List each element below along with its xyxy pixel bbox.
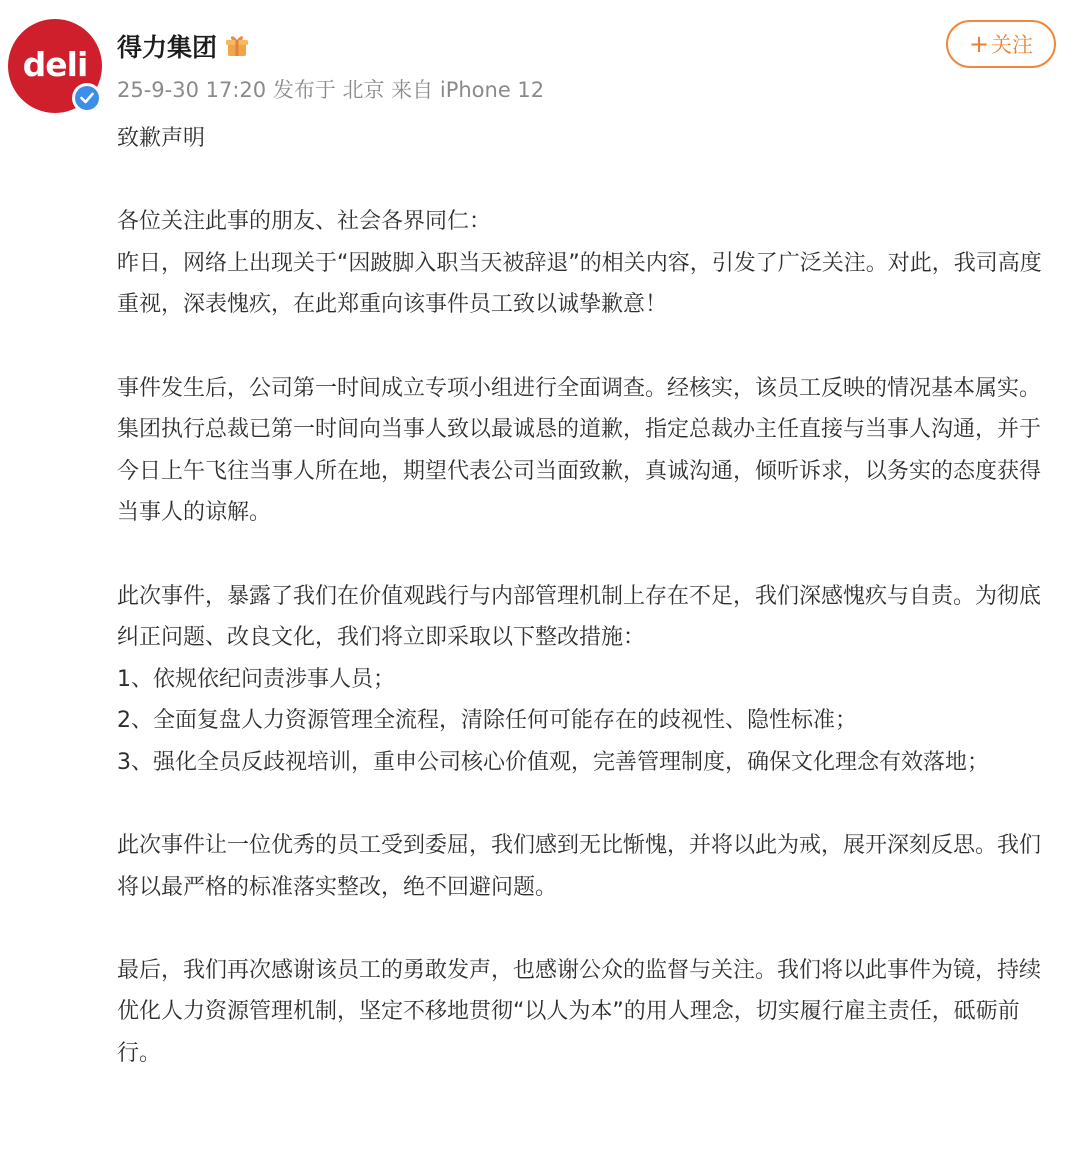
plus-icon: + [968,30,990,58]
follow-button[interactable] [946,20,1056,68]
follow-button-label: 关注 [991,33,1034,57]
measure-item-3: 3、强化全员反歧视培训，重申公司核心价值观，完善管理制度，确保文化理念有效落地； [117,749,990,775]
measure-item-1: 1、依规依纪问责涉事人员； [117,666,395,692]
verified-badge-icon [72,83,102,113]
author-name[interactable]: 得力集团 [117,33,218,62]
post-paragraph-5: 最后，我们再次感谢该员工的勇敢发声，也感谢公众的监督与关注。我们将以此事件为镜，持续优化人力资源管理机制，坚定不移地贯彻“以人为本”的用人理念，切实履行雇主责任，砥砺前行。 [117,957,1042,1067]
deli-logo: deli [22,44,88,84]
gift-badge-icon [223,32,251,60]
post-paragraph-4: 此次事件让一位优秀的员工受到委屈，我们感到无比惭愧，并将以此为戒，展开深刻反思。我们将以最严格的标准落实整改，绝不回避问题。 [117,833,1042,900]
author-name-row[interactable] [117,28,251,64]
post-title: 致歉声明 [117,126,206,151]
post-paragraph-1: 昨日，网络上出现关于“因跛脚入职当天被辞退”的相关内容，引发了广泛关注。对此，我司高度重视，深表愧疚，在此郑重向该事件员工致以诚挚歉意！ [117,250,1042,318]
post-meta: 25-9-30 17:20 发布于 北京 来自 iPhone 12 [117,78,545,102]
post-greeting: 各位关注此事的朋友、社会各界同仁： [117,209,492,235]
post-paragraph-3: 此次事件，暴露了我们在价值观践行与内部管理机制上存在不足，我们深感愧疚与自责。为彻底纠正问题、改良文化，我们将立即采取以下整改措施： [117,583,1042,651]
post-paragraph-2: 事件发生后，公司第一时间成立专项小组进行全面调查。经核实，该员工反映的情况基本属实。集团执行总裁已第一时间向当事人致以最诚恳的道歉，指定总裁办主任直接与当事人沟通，并于今日上午飞往当事人所在地，期望代表公司当面致歉，真诚沟通，倾听诉求，以务实的态度获得当事人的谅解。 [117,375,1042,526]
measure-item-2: 2、全面复盘人力资源管理全流程，清除任何可能存在的歧视性、隐性标准； [117,708,857,734]
post-body [117,118,1052,1075]
